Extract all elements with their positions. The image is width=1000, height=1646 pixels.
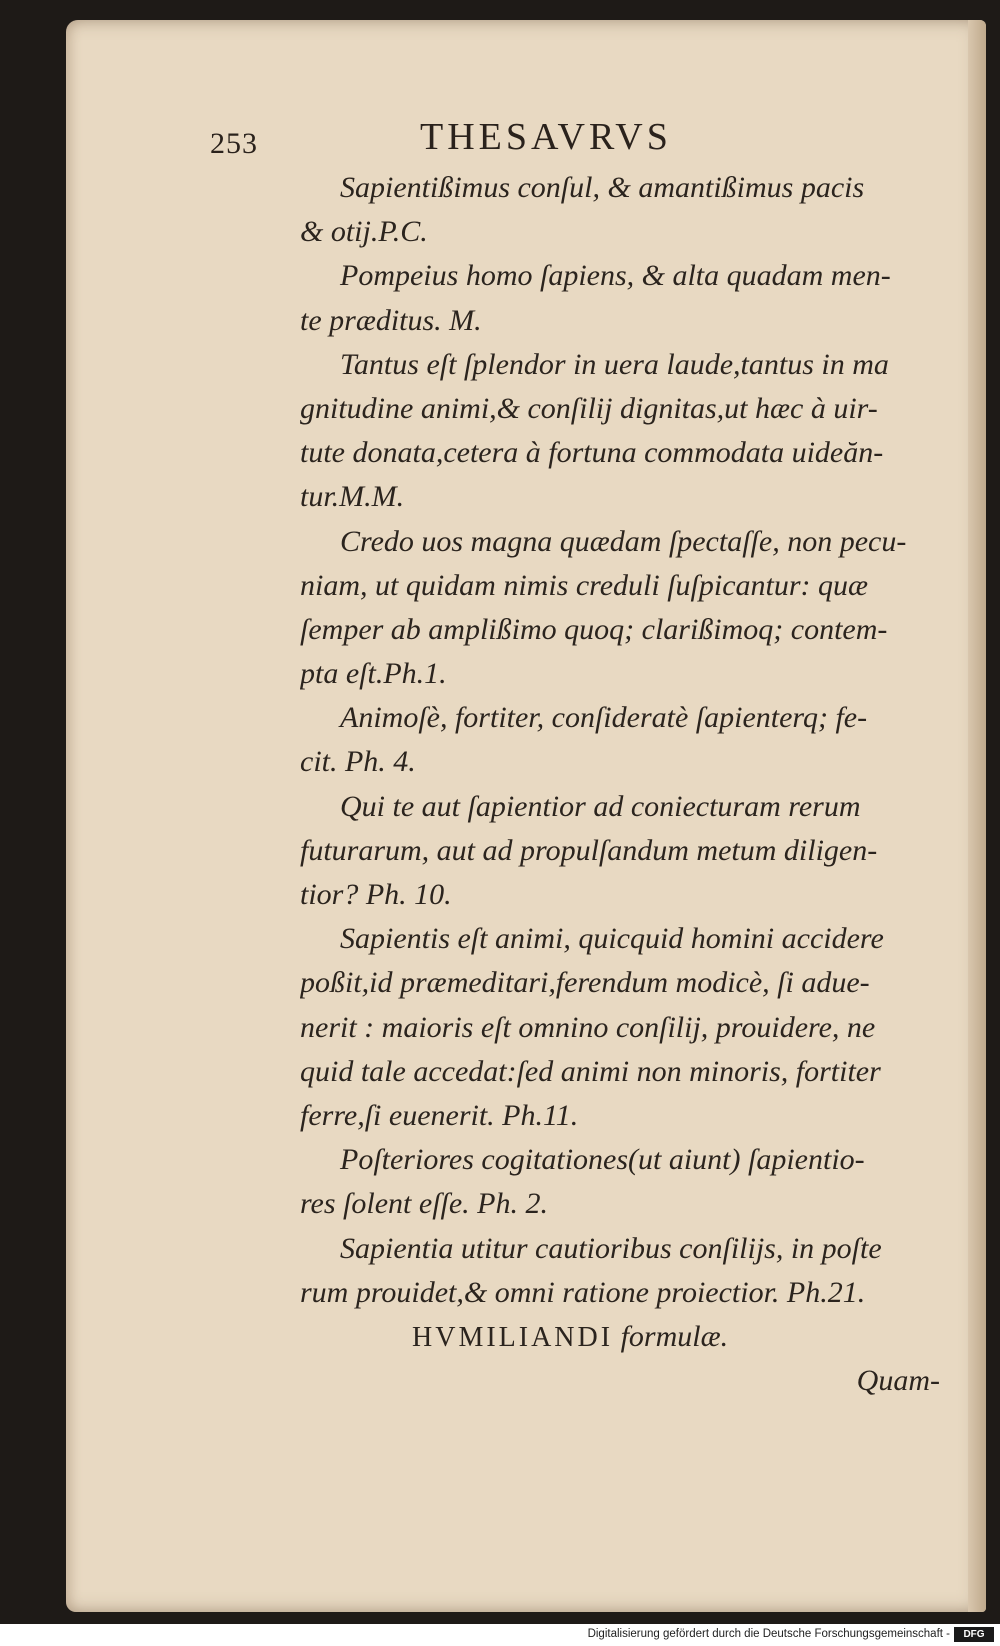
- text-line: Poſteriores cogitationes(ut aiunt) ſapientio-: [340, 1143, 865, 1177]
- text-line: Credo uos magna quædam ſpectaſſe, non pecu-: [340, 524, 907, 558]
- page-number: 253: [210, 127, 258, 160]
- dfg-logo: DFG: [954, 1627, 994, 1642]
- text-line: niam, ut quidam nimis creduli ſuſpicantur: quæ: [300, 568, 869, 602]
- text-line: Sapientia utitur cautioribus conſilijs, in poſte: [340, 1231, 882, 1265]
- text-line: quid tale accedat:ſed animi non minoris, fortiter: [300, 1054, 881, 1088]
- text-line: Tantus eſt ſplendor in uera laude,tantus in ma: [340, 347, 889, 381]
- text-line: Pompeius homo ſapiens, & alta quadam men-: [340, 259, 891, 293]
- text-line: te præditus. M.: [300, 303, 482, 337]
- text-line: res ſolent eſſe. Ph. 2.: [300, 1187, 548, 1221]
- text-line: Qui te aut ſapientior ad coniecturam rerum: [340, 789, 861, 823]
- text-line: tur.M.M.: [300, 480, 405, 514]
- page-header: [210, 115, 830, 165]
- text-line: pta eſt.Ph.1.: [300, 657, 447, 691]
- text-line: cit. Ph. 4.: [300, 745, 416, 779]
- text-line: nerit : maioris eſt omnino conſilij, prouidere, ne: [300, 1010, 876, 1044]
- text-line: tior? Ph. 10.: [300, 878, 452, 911]
- text-line: futurarum, aut ad propulſandum metum diligen-: [300, 833, 878, 867]
- text-line: rum prouidet,& omni ratione proiectior. Ph.21.: [300, 1275, 866, 1309]
- text-line: & otij.P.C.: [300, 215, 428, 249]
- body-lines: [300, 166, 970, 1315]
- text-line: poßit,id præmeditari,ferendum modicè, ſi adue-: [300, 966, 870, 1000]
- text-line: Sapientißimus conſul, & amantißimus pacis: [340, 171, 865, 204]
- section-heading-caps: HVMILIANDI: [412, 1321, 614, 1353]
- page-edge: [968, 20, 986, 1612]
- text-line: tute donata,cetera à fortuna commodata uideăn-: [300, 436, 884, 470]
- section-heading-rest: formulæ.: [620, 1319, 729, 1353]
- text-line: gnitudine animi,& conſilij dignitas,ut hæc à uir-: [300, 391, 878, 425]
- catchword: Quam-: [856, 1364, 940, 1398]
- text-line: ferre,ſi euenerit. Ph.11.: [300, 1098, 579, 1132]
- text-block: [300, 166, 970, 1403]
- text-line: Sapientis eſt animi, quicquid homini accidere: [340, 922, 884, 956]
- running-title: THESAVRVS: [420, 116, 672, 158]
- text-line: ſemper ab amplißimo quoq; clarißimoq; contem-: [300, 612, 888, 646]
- footer-bar: [0, 1624, 1000, 1646]
- section-heading: [300, 1315, 970, 1359]
- footer-credit: Digitalisierung gefördert durch die Deutsche Forschungsgemeinschaft -: [587, 1628, 950, 1640]
- text-line: Animoſè, fortiter, conſideratè ſapienterq; fe-: [340, 701, 868, 735]
